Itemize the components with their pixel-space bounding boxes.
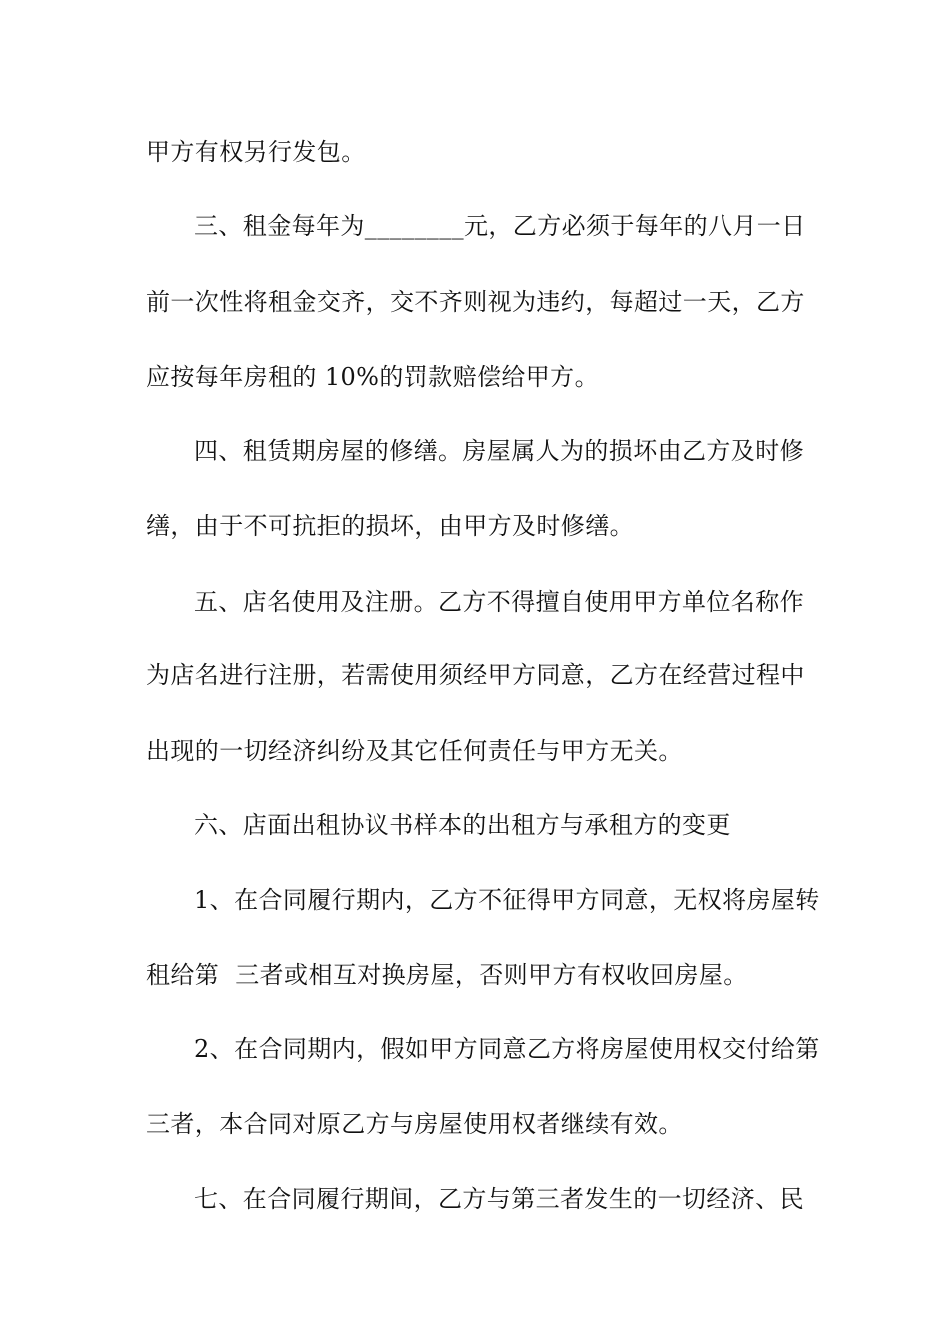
- text-line: 1、在合同履行期内，乙方不征得甲方同意，无权将房屋转: [194, 886, 820, 914]
- text-line: 出现的一切经济纠纷及其它任何责任与甲方无关。: [146, 737, 683, 765]
- text-line: 六、店面出租协议书样本的出租方与承租方的变更: [194, 811, 731, 839]
- text-line: 三者，本合同对原乙方与房屋使用权者继续有效。: [146, 1110, 683, 1138]
- text-line: 四、租赁期房屋的修缮。房屋属人为的损坏由乙方及时修: [194, 437, 804, 465]
- text-line: 前一次性将租金交齐，交不齐则视为违约，每超过一天，乙方: [146, 288, 805, 316]
- text-line: 缮，由于不可抗拒的损坏，由甲方及时修缮。: [146, 512, 634, 540]
- text-line: 为店名进行注册，若需使用须经甲方同意，乙方在经营过程中: [146, 661, 805, 689]
- text-line: 三、租金每年为________元，乙方必须于每年的八月一日: [194, 212, 806, 240]
- text-line: 甲方有权另行发包。: [146, 138, 366, 166]
- text-line: 五、店名使用及注册。乙方不得擅自使用甲方单位名称作: [194, 588, 804, 616]
- text-line: 2、在合同期内，假如甲方同意乙方将房屋使用权交付给第: [194, 1035, 820, 1063]
- text-line: 租给第 三者或相互对换房屋，否则甲方有权收回房屋。: [146, 961, 748, 989]
- text-line: 应按每年房租的 10%的罚款赔偿给甲方。: [146, 363, 599, 391]
- text-line: 七、在合同履行期间，乙方与第三者发生的一切经济、民: [194, 1185, 804, 1213]
